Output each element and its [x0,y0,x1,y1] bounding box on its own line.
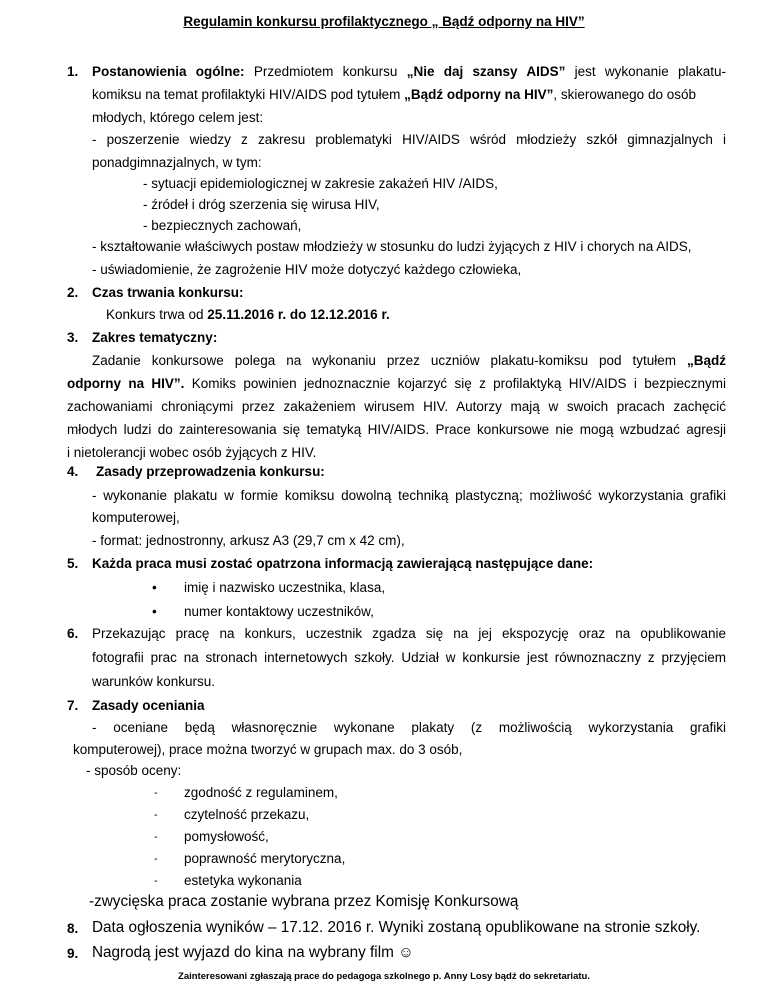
list-item: numer kontaktowy uczestników, [184,604,374,619]
section-3-line-3: zachowaniami chroniącymi przez zakażeniem wirusem HIV. Autorzy mają w swoich pracach zachęcić [67,399,726,414]
section-1-text: Przedmiotem konkursu [244,64,407,79]
dash-icon: - [154,787,158,799]
section-7-line-2: komputerowej), prace można tworzyć w grupach max. do 3 osób, [73,742,463,757]
section-1-line-4: - poszerzenie wiedzy z zakresu problematyki HIV/AIDS wśród młodzieży szkół gimnazjalnych i [92,132,726,147]
poster-title: „Bądź odporny na HIV” [404,87,554,102]
section-3-line-2 [67,375,726,393]
section-1-line-2 [92,86,696,104]
section-1-subitem: - źródeł i dróg szerzenia się wirusa HIV, [143,197,380,212]
section-2-heading: Czas trwania konkursu: [92,285,244,300]
section-7-line-3: - sposób oceny: [86,763,182,778]
section-1-line-6: - kształtowanie właściwych postaw młodzieży w stosunku do ludzi żyjących z HIV i chorych na AIDS, [92,239,692,254]
section-3-text: Komiks powinien jednoznacznie kojarzyć się z profilaktyką HIV/AIDS i bezpiecznymi [184,376,726,391]
section-3-line-4: młodych ludzi do zainteresowania się tematyką HIV/AIDS. Prace konkursowe nie mogą wzbudzać agresji [67,422,726,437]
dash-icon: - [154,853,158,865]
section-9-number: 9. [67,946,79,961]
section-4-number: 4. [67,464,79,479]
page-title: Regulamin konkursu profilaktycznego „ Bądź odporny na HIV” [183,14,585,29]
contest-name: „Nie daj szansy AIDS” [406,64,566,79]
contest-dates: 25.11.2016 r. do 12.12.2016 r. [207,307,390,322]
section-5-number: 5. [67,556,79,571]
results-announcement: Data ogłoszenia wyników – 17.12. 2016 r. Wyniki zostaną opublikowane na stronie szkoły. [92,919,701,936]
section-2-number: 2. [67,285,79,300]
section-1-line-1 [92,63,726,81]
section-7-heading: Zasady oceniania [92,698,205,713]
dash-icon: - [154,875,158,887]
section-3-line-1 [92,352,726,370]
section-1-subitem: - sytuacji epidemiologicznej w zakresie zakażeń HIV /AIDS, [143,176,498,191]
list-item: zgodność z regulaminem, [184,785,338,800]
section-1-text: , skierowanego do osób [553,87,696,102]
footer-note: Zainteresowani zgłaszają prace do pedagoga szkolnego p. Anny Losy bądź do sekretariatu. [178,971,590,982]
list-item: estetyka wykonania [184,873,302,888]
winner-note: -zwycięska praca zostanie wybrana przez Komisję Konkursową [89,893,519,910]
list-item: czytelność przekazu, [184,807,310,822]
section-7-line-1: - oceniane będą własnoręcznie wykonane plakaty (z możliwością wykorzystania grafiki [92,720,726,735]
prize-info: Nagrodą jest wyjazd do kina na wybrany film ☺ [92,944,414,961]
poster-title: odporny na HIV”. [67,376,185,391]
list-item: poprawność merytoryczna, [184,851,346,866]
section-3-number: 3. [67,330,79,345]
section-4-line-3: - format: jednostronny, arkusz A3 (29,7 cm x 42 cm), [92,533,405,548]
section-1-line-3: młodych, którego celem jest: [92,110,264,125]
section-1-line-5: ponadgimnazjalnych, w tym: [92,155,262,170]
section-6-line-2: fotografii prac na stronach internetowych szkoły. Udział w konkursie jest równoznaczny z przyjęciem [92,650,726,665]
section-1-text: jest wykonanie plakatu- [565,64,727,79]
section-4-heading: Zasady przeprowadzenia konkursu: [96,464,325,479]
list-item: pomysłowość, [184,829,269,844]
section-6-line-1: Przekazując pracę na konkurs, uczestnik zgadza się na jej ekspozycję oraz na opublikowanie [92,626,726,641]
section-1-line-7: - uświadomienie, że zagrożenie HIV może dotyczyć każdego człowieka, [92,262,522,277]
section-2-line-1 [106,306,390,324]
section-5-heading: Każda praca musi zostać opatrzona informacją zawierającą następujące dane: [92,556,594,571]
list-item: imię i nazwisko uczestnika, klasa, [184,580,386,595]
section-3-text: Zadanie konkursowe polega na wykonaniu przez uczniów plakatu-komiksu pod tytułem [92,353,687,368]
dash-icon: - [154,809,158,821]
section-1-number: 1. [67,64,79,79]
bullet-icon: • [152,580,157,595]
section-4-line-2: komputerowej, [92,510,180,525]
section-8-number: 8. [67,921,79,936]
section-3-heading: Zakres tematyczny: [92,330,218,345]
section-6-line-3: warunków konkursu. [92,674,216,689]
section-1-heading: Postanowienia ogólne: [92,64,245,79]
bullet-icon: • [152,604,157,619]
section-1-subitem: - bezpiecznych zachowań, [143,218,302,233]
section-1-text: komiksu na temat profilaktyki HIV/AIDS pod tytułem [92,87,405,102]
section-4-line-1: - wykonanie plakatu w formie komiksu dowolną techniką plastyczną; możliwość wykorzystania grafiki [92,488,726,503]
section-3-line-5: i nietolerancji wobec osób żyjących z HIV. [67,445,317,460]
section-2-text: Konkurs trwa od [106,307,208,322]
section-7-number: 7. [67,698,79,713]
section-6-number: 6. [67,626,79,641]
dash-icon: - [154,831,158,843]
poster-title: „Bądź [686,353,726,368]
